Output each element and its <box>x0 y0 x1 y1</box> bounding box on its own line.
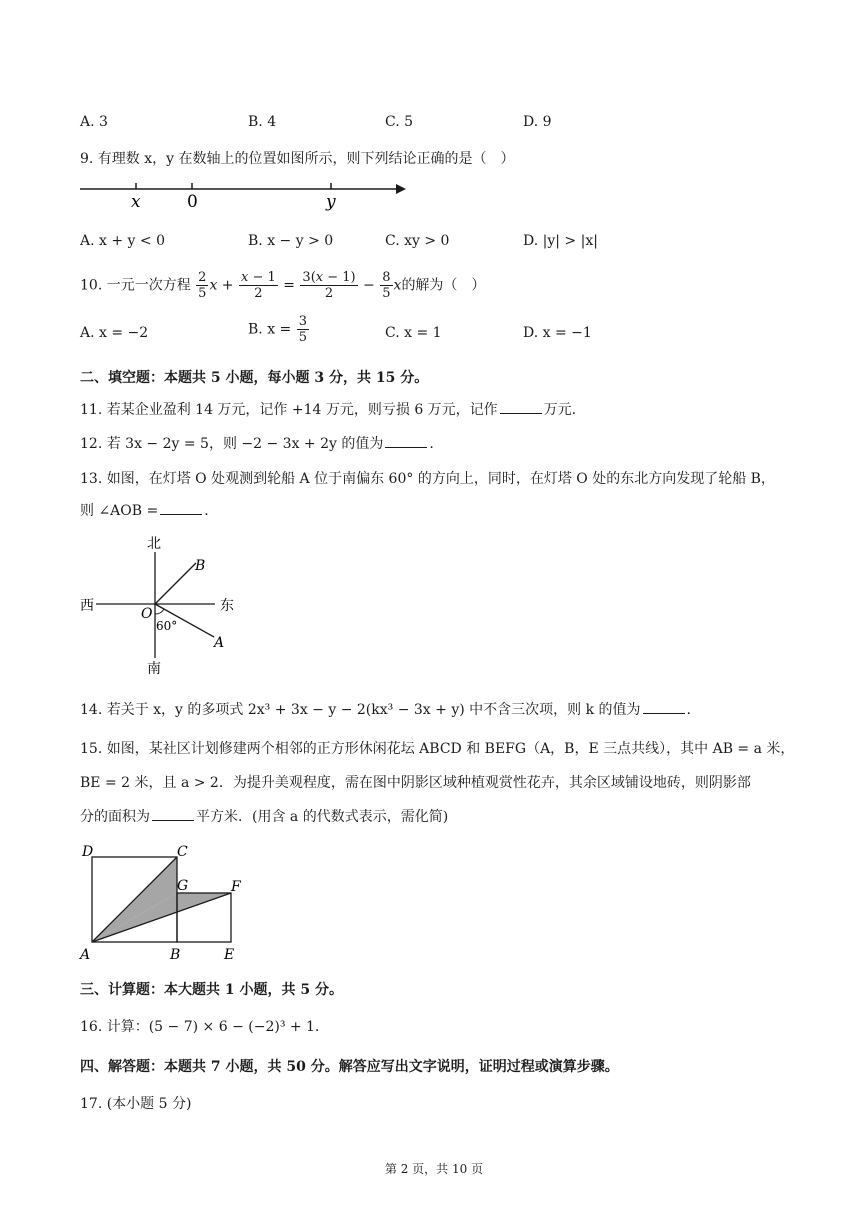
ray-ob <box>155 563 196 604</box>
label-angle: 60° <box>156 619 178 633</box>
q8-option-b: B. 4 <box>248 114 277 130</box>
label-west: 西 <box>80 598 94 614</box>
q10-option-b: B. x = $\frac{3}{5}$ <box>248 314 308 345</box>
q9-option-b: B. x − y > 0 <box>248 233 334 249</box>
label-x: x <box>131 192 141 212</box>
label-a: A <box>214 635 225 651</box>
q9-option-c: C. xy > 0 <box>385 233 450 249</box>
q17: 17. (本小题 5 分) <box>80 1096 192 1112</box>
label-d: D <box>82 844 94 860</box>
q10-prefix: 10. 一元一次方程 <box>80 277 191 294</box>
label-a: A <box>80 947 91 963</box>
q10-option-a: A. x = −2 <box>80 325 149 341</box>
q12: 12. 若 3x − 2y = 5，则 −2 − 3x + 2y 的值为 . <box>80 433 434 453</box>
q10-option-c: C. x = 1 <box>385 325 442 341</box>
q13-compass-diagram <box>78 530 248 680</box>
q9-stem: 9. 有理数 x，y 在数轴上的位置如图所示，则下列结论正确的是（ ） <box>80 151 515 167</box>
label-f: F <box>231 879 241 895</box>
q9-number-line <box>78 172 408 214</box>
q15-squares-diagram <box>78 838 258 966</box>
q14-blank <box>643 699 685 714</box>
label-north: 北 <box>147 536 161 552</box>
frac-3x-1-2: $\frac{3(x - 1)}{2}$ <box>302 270 356 301</box>
q15-blank <box>152 806 194 821</box>
q11-blank <box>500 399 542 414</box>
q8-option-c: C. 5 <box>385 114 414 130</box>
q13-line1: 13. 如图，在灯塔 O 处观测到轮船 A 位于南偏东 60° 的方向上，同时，在灯塔 O 处的东北方向发现了轮船 B， <box>80 471 775 487</box>
label-south: 南 <box>147 661 161 677</box>
q10-option-d: D. x = −1 <box>523 325 592 341</box>
label-east: 东 <box>220 598 234 614</box>
q12-blank <box>385 433 427 448</box>
label-g: G <box>177 878 189 894</box>
section-4-heading: 四、解答题：本题共 7 小题，共 50 分。解答应写出文字说明，证明过程或演算步骤。 <box>80 1059 619 1075</box>
q14: 14. 若关于 x，y 的多项式 2x³ + 3x − y − 2(kx³ − 3x + y) 中不含三次项，则 k 的值为 . <box>80 699 691 719</box>
label-y: y <box>326 192 336 212</box>
label-c: C <box>177 844 188 860</box>
label-o: O <box>141 606 153 622</box>
q8-option-a: A. 3 <box>80 114 108 130</box>
frac-8-5: $\frac{8}{5}$ <box>382 270 391 301</box>
q13-blank <box>160 500 202 515</box>
angle-arc <box>155 609 164 614</box>
section-2-heading: 二、填空题：本题共 5 小题，每小题 3 分，共 15 分。 <box>80 370 429 386</box>
label-b: B <box>170 947 181 963</box>
label-b: B <box>195 558 206 574</box>
q15-line2: BE = 2 米，且 a > 2．为提升美观程度，需在图中阴影区域种植观赏性花卉，其余区域铺设地砖，则阴影部 <box>80 775 751 791</box>
q15-line3: 分的面积为 平方米．(用含 a 的代数式表示，需化简) <box>80 806 448 826</box>
q8-option-d: D. 9 <box>523 114 552 130</box>
axis-arrow-icon <box>396 184 406 194</box>
label-zero: 0 <box>187 192 198 212</box>
q10-stem: 10. 一元一次方程 $\frac{2}{5}$ x + $\frac{x - 1}{2}$ = $\frac{3(x - 1)}{2}$ − $\frac{8}{5}$ x的解为（ ） <box>80 270 486 301</box>
q13-line2: 则 ∠AOB = . <box>80 500 209 520</box>
q9-option-d: D. |y| > |x| <box>523 233 598 249</box>
q10-suffix: 的解为（ ） <box>401 277 486 294</box>
q15-line1: 15. 如图，某社区计划修建两个相邻的正方形休闲花坛 ABCD 和 BEFG（A，B，E 三点共线），其中 AB = a 米， <box>80 741 795 757</box>
section-3-heading: 三、计算题：本大题共 1 小题，共 5 分。 <box>80 982 343 998</box>
q16: 16. 计算：(5 − 7) × 6 − (−2)³ + 1． <box>80 1019 329 1035</box>
frac-2-5: $\frac{2}{5}$ <box>198 270 207 301</box>
q11: 11. 若某企业盈利 14 万元，记作 +14 万元，则亏损 6 万元，记作 万元. <box>80 399 576 419</box>
page-footer: 第 2 页，共 10 页 <box>384 1162 484 1176</box>
label-e: E <box>224 947 235 963</box>
q9-option-a: A. x + y < 0 <box>80 233 165 249</box>
frac-x-1-2: $\frac{x - 1}{2}$ <box>241 270 276 301</box>
